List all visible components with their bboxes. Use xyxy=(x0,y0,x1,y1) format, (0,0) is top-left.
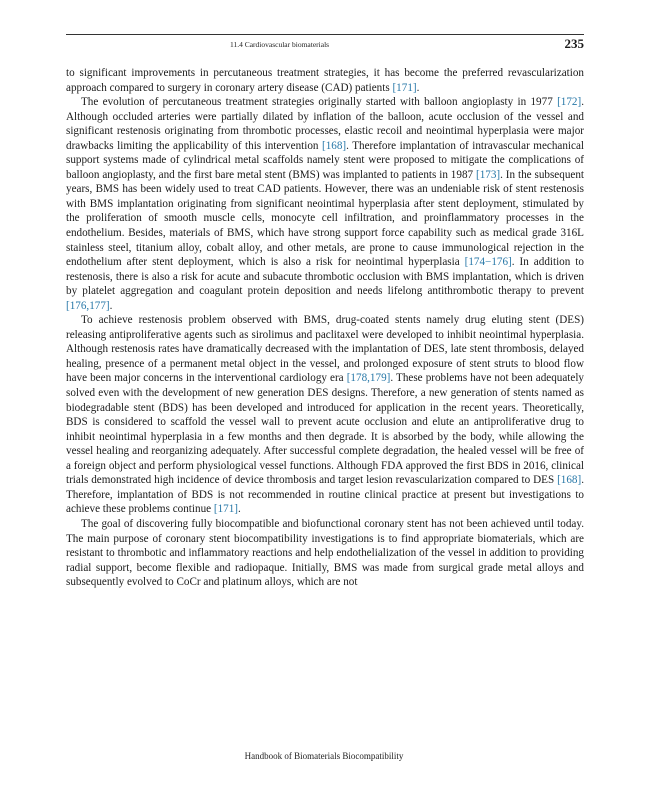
paragraph-text: to significant improvements in percutaneous treatment strategies, it has become the preferred revascularization approach compared to surgery in coronary artery disease (CAD) patients xyxy=(66,67,584,94)
page-number: 235 xyxy=(564,36,584,51)
paragraph-text: . In the subsequent years, BMS has been widely used to treat CAD patients. However, there was an undeniable risk of stent restenosis with BMS implantation originating from significant neointimal hyperplasia after stent deployment, stimulated by the proliferation of smooth muscle cells, monocyte cell infiltration, and proinflammatory processes in the endothelium. Besides, materials of BMS, which have strong support force capability such as medical grade 316L stainless steel, titanium alloy, cobalt alloy, and other metals, are prone to cause immunological rejection in the endothelium after stent deployment, which is also a risk for neointimal hyperplasia xyxy=(66,168,584,269)
paragraph-text: The goal of discovering fully biocompatible and biofunctional coronary stent has not been achieved until today. The main purpose of coronary stent biocompatibility investigations is to find appropriate biomaterials, which are resistant to thrombotic and inflammatory reactions and help endothelialization of the vessel in addition to providing radial support, become flexible and radiopaque. Initially, BMS was made from surgical grade metal alloys and subsequently evolved to CoCr and platinum alloys, which are not xyxy=(66,517,584,589)
paragraph-text: . Therefore implantation of intravascular mechanical support systems made of cylindrical metal scaffolds namely stent were proposed to mitigate the complications of balloon angioplasty, and the first bare metal stent (BMS) was implanted to patients in 1987 xyxy=(66,139,585,181)
body-text xyxy=(66,66,584,590)
citation-link[interactable]: [168] xyxy=(321,139,347,152)
paragraph-text: . xyxy=(238,503,241,516)
citation-link[interactable]: [172] xyxy=(557,96,582,109)
paragraph xyxy=(66,66,584,95)
paragraph-text: . Therefore, implantation of BDS is not recommended in routine clinical practice at present but investigations to achieve these problems continue xyxy=(66,474,584,516)
paragraph-text: . xyxy=(416,81,420,94)
citation-link[interactable]: [176,177] xyxy=(66,299,110,312)
paragraph-text: . xyxy=(109,299,113,312)
paragraph-text: . Although occluded arteries were partially dilated by inflation of the balloon, acute occlusion of the vessel and significant restenosis originating from thrombotic processes, elastic recoil and neointimal hyperplasia were major drawbacks limiting the applicability of this intervention xyxy=(66,96,584,152)
paragraph-text: The evolution of percutaneous treatment strategies originally started with balloon angioplasty in 1977 xyxy=(81,96,558,109)
citation-link[interactable]: [171] xyxy=(213,503,239,516)
header-rule xyxy=(66,34,584,35)
citation-link[interactable]: [168] xyxy=(557,474,582,487)
footer-book-title: Handbook of Biomaterials Biocompatibility xyxy=(244,751,404,761)
citation-link[interactable]: [174−176] xyxy=(464,256,512,269)
running-title: 11.4 Cardiovascular biomaterials xyxy=(230,40,330,49)
paragraph xyxy=(66,517,584,590)
paragraph-text: . These problems have not been adequately solved even with the development of new generation DES designs. Therefore, a new generation of stents named as biodegradable stent (BDS) has been developed and introduced for application in the recent years. Theoretically, BDS is considered to scaffold the vessel wall to prevent acute occlusion and elute an antiproliferative drug to inhibit neointimal hyperplasia in a few months and then degrade. It is absorbed by the body, while allowing the vessel healing and reorganizing adequately. After successful complete degradation, the healed vessel will be free of a foreign object and perform physiological vessel functions. Although FDA approved the first BDS in 2016, clinical trials demonstrated high incidence of device thrombosis and target lesion revascularization compared to DES xyxy=(66,372,585,487)
paragraph-text: To achieve restenosis problem observed with BMS, drug-coated stents namely drug eluting stent (DES) releasing antiproliferative agents such as sirolimus and paclitaxel were developed to inhibit neointimal hyperplasia. Although restenosis rates have dramatically decreased with the implantation of DES, late stent thrombosis, delayed healing, presence of a permanent metal object in the vessel, and prolonged exposure of stent struts to blood flow have been major concerns in the interventional cardiology era xyxy=(66,314,584,385)
citation-link[interactable]: [173] xyxy=(475,168,501,181)
citation-link[interactable]: [178,179] xyxy=(346,372,391,385)
paragraph xyxy=(66,95,584,313)
paragraph-text: . In addition to restenosis, there is also a risk for acute and subacute thrombotic occlusion with BMS implantation, which is driven by platelet aggregation and coagulant protein deposition and needs lifelong antithrombotic therapy to prevent xyxy=(66,256,584,298)
paragraph xyxy=(66,313,584,517)
citation-link[interactable]: [171] xyxy=(392,81,417,94)
